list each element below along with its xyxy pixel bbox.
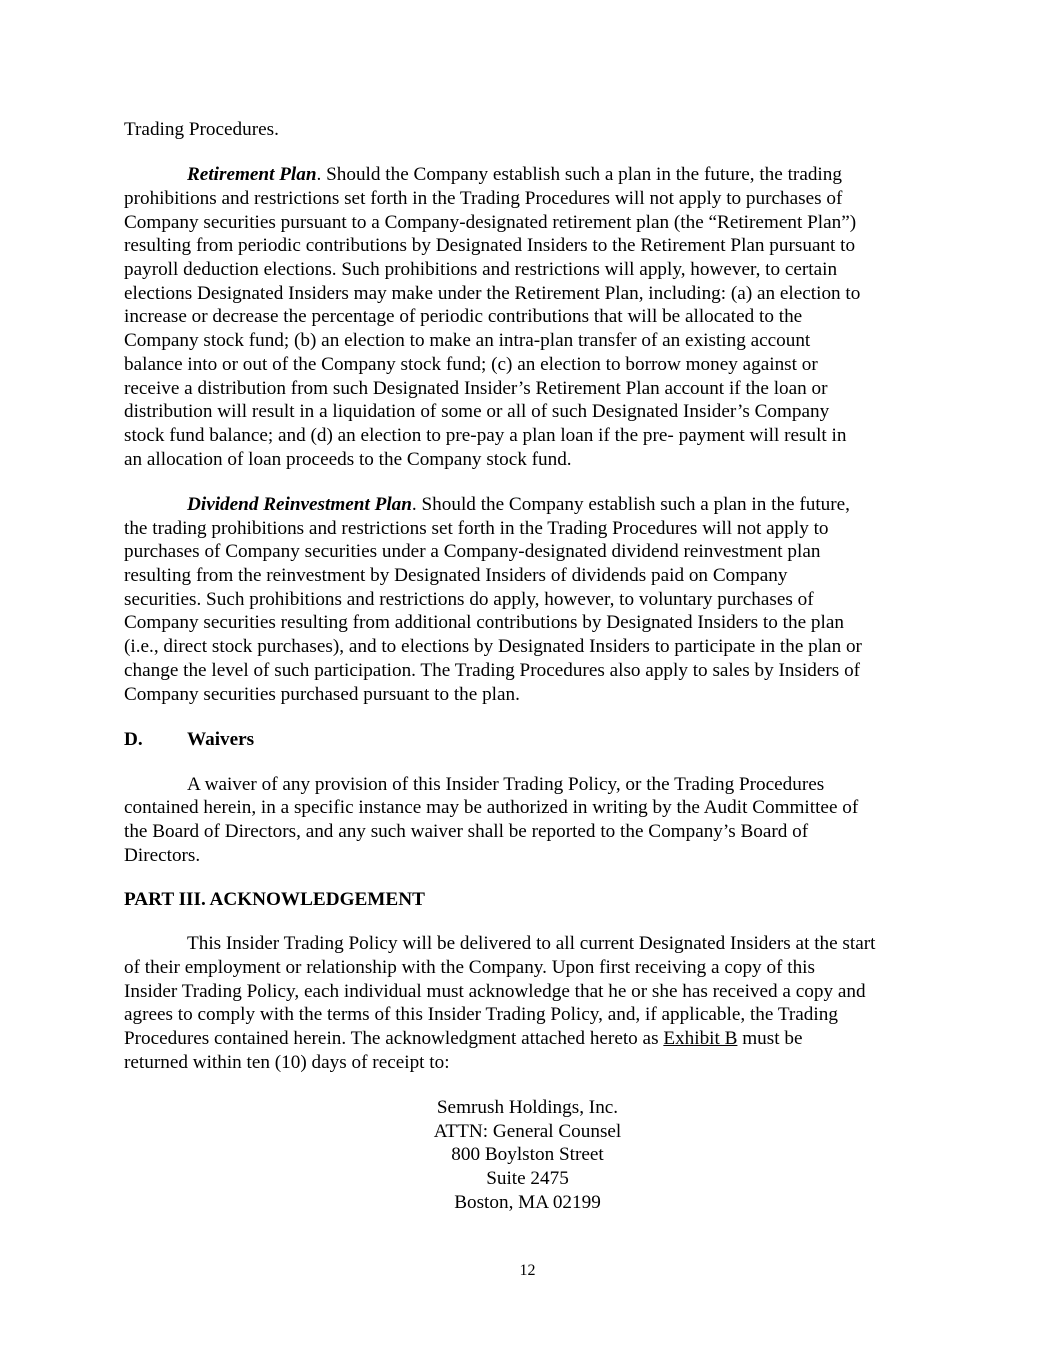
retirement-plan-line-6: elections Designated Insiders may make under the Retirement Plan, including: (a) an election to [124,283,861,304]
dividend-plan-heading: Dividend Reinvestment Plan [187,494,412,515]
part3-line-6: returned within ten (10) days of receipt to: [124,1052,450,1073]
retirement-plan-line-7: increase or decrease the percentage of periodic contributions that will be allocated to the [124,306,803,327]
intro-line: Trading Procedures. [124,119,279,140]
retirement-plan-line-1: Retirement Plan. Should the Company establish such a plan in the future, the trading [187,164,842,185]
part3-line-4: agrees to comply with the terms of this Insider Trading Policy, and, if applicable, the Trading [124,1004,838,1025]
address-street: 800 Boylston Street [451,1144,604,1165]
address-city: Boston, MA 02199 [454,1192,601,1213]
part3-line-2: of their employment or relationship with the Company. Upon first receiving a copy of this [124,957,815,978]
waivers-line-4: Directors. [124,845,201,866]
dividend-plan-line-9: Company securities purchased pursuant to the plan. [124,684,520,705]
dividend-plan-line-3: purchases of Company securities under a Company-designated dividend reinvestment plan [124,541,821,562]
retirement-plan-line-12: stock fund balance; and (d) an election to pre-pay a plan loan if the pre- payment will result in [124,425,847,446]
retirement-plan-line-13: an allocation of loan proceeds to the Company stock fund. [124,449,572,470]
waivers-line-2: contained herein, in a specific instance may be authorized in writing by the Audit Committee of [124,797,859,818]
retirement-plan-line-2: prohibitions and restrictions set forth in the Trading Procedures will not apply to purchases of [124,188,843,209]
retirement-plan-line-10: receive a distribution from such Designated Insider’s Retirement Plan account if the loan or [124,378,828,399]
address-attn: ATTN: General Counsel [433,1121,622,1142]
exhibit-b-link[interactable]: Exhibit B [663,1028,738,1049]
address-company: Semrush Holdings, Inc. [436,1097,619,1118]
page-number: 12 [519,1262,536,1279]
retirement-plan-line-3: Company securities pursuant to a Company-designated retirement plan (the “Retirement Plan”) [124,212,857,233]
retirement-plan-line-9: balance into or out of the Company stock fund; (c) an election to borrow money against or [124,354,818,375]
waivers-line-3: the Board of Directors, and any such waiver shall be reported to the Company’s Board of [124,821,809,842]
part3-line-3: Insider Trading Policy, each individual must acknowledge that he or she has received a copy and [124,981,866,1002]
dividend-plan-line-4: resulting from the reinvestment by Designated Insiders of dividends paid on Company [124,565,788,586]
retirement-plan-line-8: Company stock fund; (b) an election to make an intra-plan transfer of an existing account [124,330,811,351]
address-suite: Suite 2475 [486,1168,569,1189]
part3-heading: PART III. ACKNOWLEDGEMENT [124,889,425,910]
dividend-plan-line-1: Dividend Reinvestment Plan. Should the Company establish such a plan in the future, [187,494,850,515]
retirement-plan-heading: Retirement Plan [187,164,317,185]
retirement-plan-line-5: payroll deduction elections. Such prohibitions and restrictions will apply, however, to certain [124,259,838,280]
dividend-plan-line-7: (i.e., direct stock purchases), and to elections by Designated Insiders to participate in the plan or [124,636,862,657]
retirement-plan-line-11: distribution will result in a liquidation of some or all of such Designated Insider’s Company [124,401,830,422]
retirement-plan-line-4: resulting from periodic contributions by Designated Insiders to the Retirement Plan pursuant to [124,235,856,256]
waivers-line-1: A waiver of any provision of this Insider Trading Policy, or the Trading Procedures [187,774,825,795]
dividend-plan-line-8: change the level of such participation. The Trading Procedures also apply to sales by Insiders of [124,660,861,681]
dividend-plan-line-6: Company securities resulting from additional contributions by Designated Insiders to the plan [124,612,844,633]
waivers-section-letter: D. [124,729,143,750]
dividend-plan-line-5: securities. Such prohibitions and restrictions do apply, however, to voluntary purchases of [124,589,814,610]
part3-line-5: Procedures contained herein. The acknowledgment attached hereto as Exhibit B must be [124,1028,803,1049]
part3-line-1: This Insider Trading Policy will be delivered to all current Designated Insiders at the start [187,933,876,954]
dividend-plan-line-2: the trading prohibitions and restrictions set forth in the Trading Procedures will not apply to [124,518,829,539]
waivers-section-title: Waivers [187,729,255,750]
